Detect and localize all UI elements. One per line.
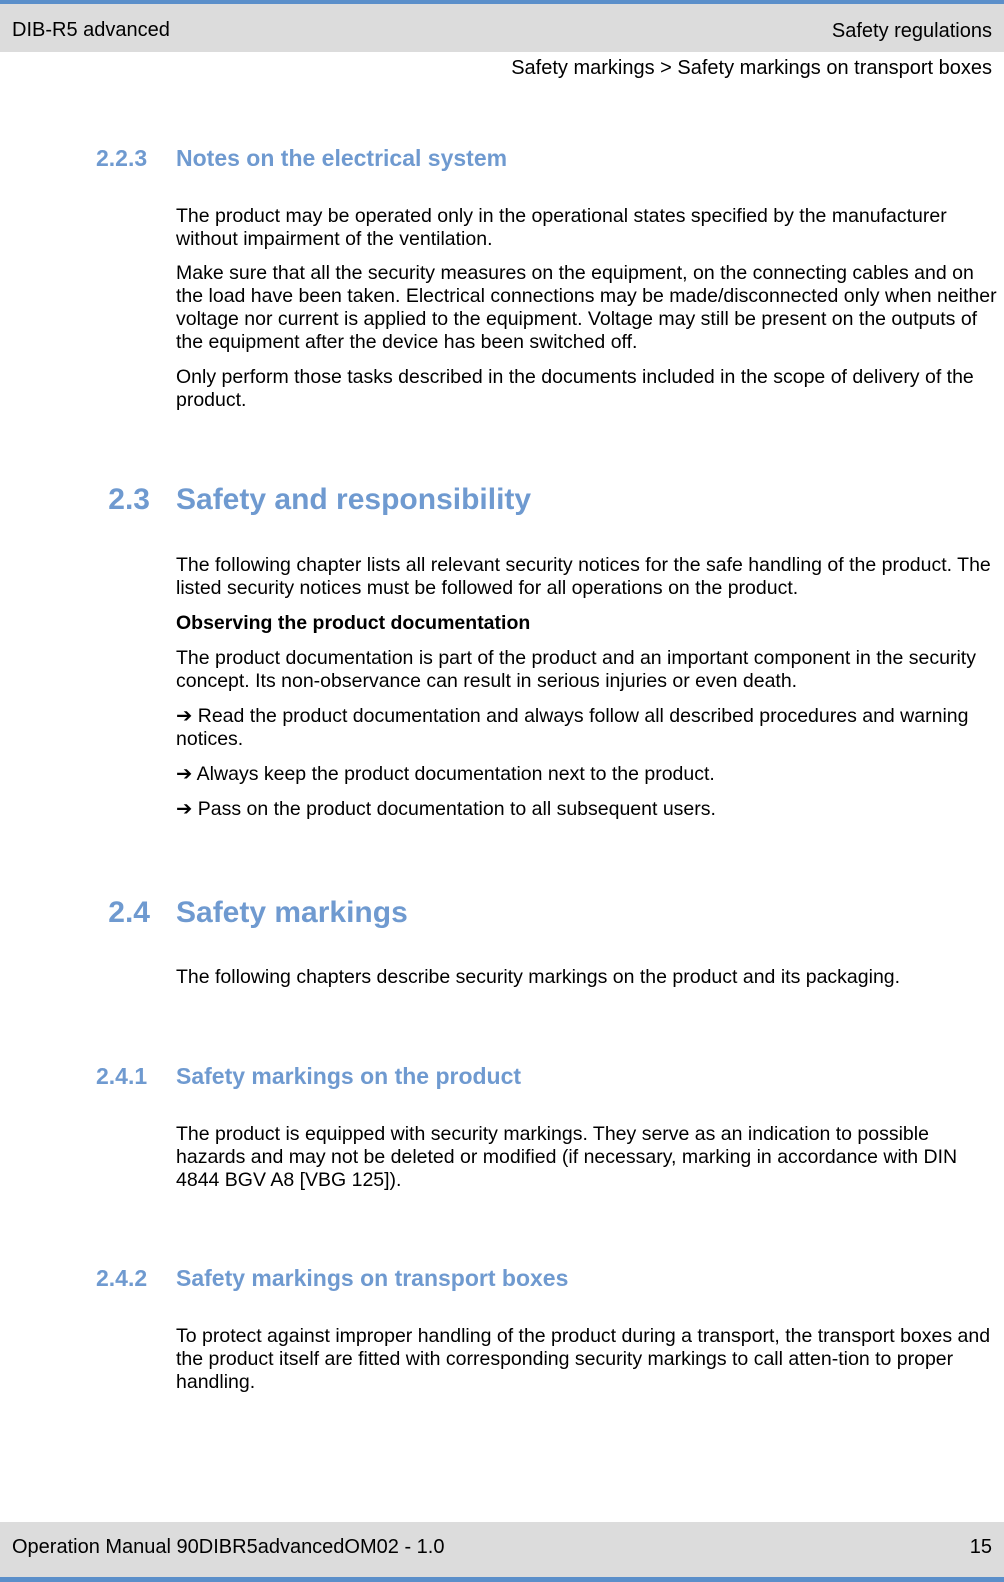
section-title: Safety and responsibility <box>176 483 532 516</box>
paragraph: The product may be operated only in the operational states specified by the manufacturer without impairment of the ventilation. <box>176 205 947 250</box>
paragraph: The following chapters describe security markings on the product and its packaging. <box>176 966 901 988</box>
section-number: 2.2.3 <box>96 145 148 171</box>
section-number: 2.4.1 <box>96 1063 148 1089</box>
paragraph: The product documentation is part of the product and an important component in the security concept. Its non-observance can result in serious injuries or even death. <box>176 647 976 692</box>
section-title: Safety markings <box>176 896 408 929</box>
instruction-item: ➔ Pass on the product documentation to all subsequent users. <box>176 798 716 820</box>
paragraph: Only perform those tasks described in the documents included in the scope of delivery of the product. <box>176 366 974 411</box>
subheading: Observing the product documentation <box>176 612 531 634</box>
page-header <box>0 0 1004 52</box>
page-footer <box>0 1522 1004 1582</box>
paragraph: The following chapter lists all relevant security notices for the safe handling of the product. The listed security notices must be followed for all operations on the product. <box>176 554 991 599</box>
section-number: 2.3 <box>108 483 150 516</box>
header-chapter: Safety regulations <box>831 20 992 42</box>
section-number: 2.4.2 <box>96 1265 148 1291</box>
paragraph: To protect against improper handling of the product during a transport, the transport boxes and the product itself are fitted with corresponding security markings to call atten-tion to proper handling. <box>176 1325 991 1393</box>
header-product: DIB-R5 advanced <box>12 19 170 41</box>
section-title: Safety markings on the product <box>176 1063 522 1089</box>
section-number: 2.4 <box>108 896 150 929</box>
instruction-item: ➔ Read the product documentation and always follow all described procedures and warning notices. <box>176 705 969 750</box>
footer-document-id: Operation Manual 90DIBR5advancedOM02 - 1.0 <box>12 1536 445 1558</box>
page-number: 15 <box>969 1536 992 1558</box>
instruction-item: ➔ Always keep the product documentation next to the product. <box>176 763 715 785</box>
paragraph: The product is equipped with security markings. They serve as an indication to possible hazards and may not be deleted or modified (if necessary, marking in accordance with DIN 4844 BGV A8 [VBG 125]). <box>176 1123 958 1191</box>
section-title: Safety markings on transport boxes <box>176 1265 569 1291</box>
breadcrumb: Safety markings > Safety markings on transport boxes <box>511 57 992 79</box>
section-title: Notes on the electrical system <box>176 145 508 171</box>
paragraph: Make sure that all the security measures on the equipment, on the connecting cables and on the load have been taken. Electrical connections may be made/disconnected only when neither voltage nor current is applied to the equipment. Voltage may still be present on the outputs of the equipment after the device has been switched off. <box>176 262 997 353</box>
